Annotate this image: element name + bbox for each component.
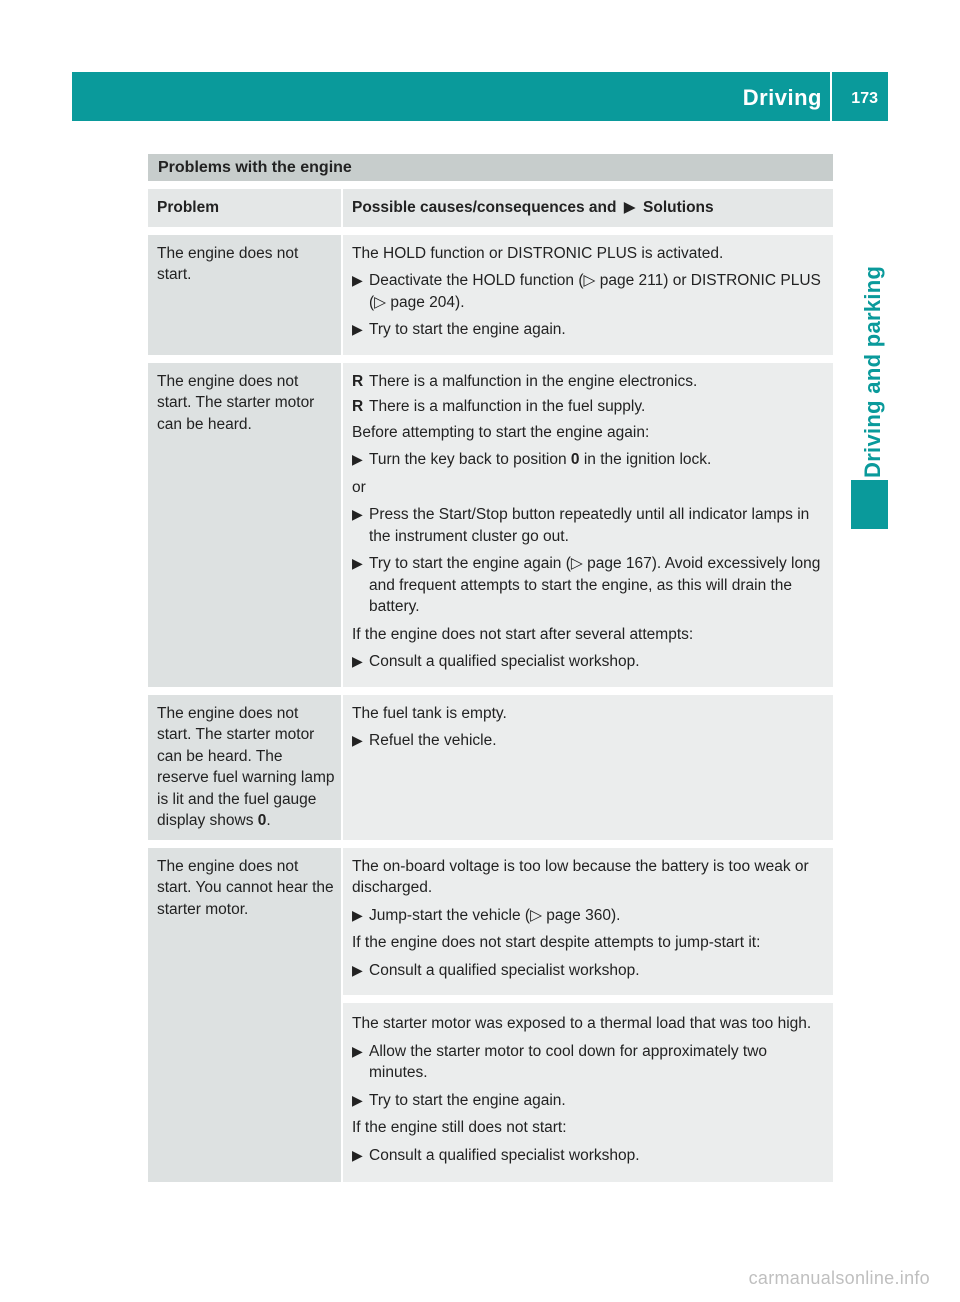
problem-cell: The engine does not start. You cannot hear the starter motor.: [148, 848, 341, 1183]
step-text: in the ignition lock.: [579, 451, 712, 468]
header-divider: [830, 72, 832, 121]
table-row: [148, 695, 833, 840]
side-tab-marker: [851, 480, 888, 529]
step-text: Consult a qualified specialist workshop.: [369, 1146, 640, 1164]
cause-item: [352, 396, 827, 418]
watermark: carmanualsonline.info: [748, 1268, 930, 1288]
table-row: [148, 363, 833, 687]
solution-cell: [343, 848, 833, 1183]
solution-cell: [343, 235, 833, 355]
header-solution-text-b: Solutions: [643, 199, 714, 216]
problem-cell: The engine does not start. The starter motor can be heard.: [148, 363, 341, 687]
step-item: [352, 905, 827, 927]
step-item: [352, 504, 827, 547]
solution-cell: [343, 695, 833, 840]
play-arrow-icon: ▶: [352, 272, 363, 288]
step-item: [352, 553, 827, 618]
problem-text: The engine does not start. The starter motor can be heard. The reserve fuel warning lamp is lit and the fuel gauge display shows: [157, 704, 335, 829]
table-header-row: [148, 189, 833, 227]
solution-block: [352, 856, 827, 992]
play-arrow-icon: ▶: [352, 906, 363, 923]
cause-text: The starter motor was exposed to a thermal load that was too high.: [352, 1015, 812, 1032]
problems-table: [148, 154, 833, 1182]
solution-cell: [343, 363, 833, 687]
step-text: Press the Start/Stop button repeatedly until all indicator lamps in the instrument cluster go out.: [369, 506, 810, 545]
cause-text: The fuel tank is empty.: [352, 704, 507, 722]
play-arrow-icon: ▶: [352, 506, 363, 522]
step-text: Try to start the engine again (▷ page 167). Avoid excessively long and frequent attempts to start the engine, as this will drain the battery.: [369, 555, 821, 615]
step-text: Consult a qualified specialist workshop.: [369, 961, 640, 979]
step-text: Consult a qualified specialist workshop.: [369, 653, 640, 670]
step-text: Try to start the engine again.: [369, 321, 566, 338]
play-arrow-icon: ▶: [352, 555, 363, 571]
step-item: [352, 319, 827, 341]
cause-item: [352, 371, 827, 393]
position-value: 0: [570, 451, 580, 468]
step-item: [352, 1145, 827, 1167]
step-item: [352, 960, 827, 982]
instruction-text: If the engine still does not start:: [352, 1119, 567, 1136]
instruction-text: If the engine does not start despite attempts to jump-start it:: [352, 934, 761, 951]
step-text: Allow the starter motor to cool down for approximately two minutes.: [369, 1042, 768, 1081]
instruction-text: Before attempting to start the engine again:: [352, 423, 650, 441]
step-text: Deactivate the HOLD function (▷ page 211) or DISTRONIC PLUS (▷ page 204).: [369, 272, 821, 311]
or-text: or: [352, 478, 366, 496]
step-text: Try to start the engine again.: [369, 1091, 566, 1109]
step-item: [352, 449, 827, 471]
step-text: Jump-start the vehicle (▷ page 360).: [369, 906, 621, 924]
cause-text: The HOLD function or DISTRONIC PLUS is activated.: [352, 244, 724, 262]
header-solution: [343, 189, 833, 227]
cause-text: There is a malfunction in the engine electronics.: [369, 372, 698, 390]
step-item: [352, 730, 827, 752]
play-arrow-icon: ▶: [352, 732, 363, 748]
step-item: [352, 651, 827, 673]
play-arrow-icon: ▶: [352, 1091, 363, 1108]
play-arrow-icon: ▶: [352, 321, 363, 337]
gauge-value: 0: [257, 812, 267, 829]
side-tab-label: Driving and parking: [860, 265, 885, 478]
cause-text: The on-board voltage is too low because the battery is too weak or discharged.: [352, 857, 809, 896]
cause-text: There is a malfunction in the fuel supply.: [369, 398, 646, 415]
play-arrow-icon: ▶: [352, 451, 363, 467]
r-bullet-icon: R: [352, 372, 364, 390]
step-item: [352, 1090, 827, 1112]
play-arrow-icon: ▶: [352, 653, 363, 669]
play-arrow-icon: ▶: [352, 1042, 363, 1059]
page-number: 173: [851, 90, 878, 107]
problem-text-end: .: [266, 812, 271, 829]
r-bullet-icon: R: [352, 398, 364, 415]
table-title: Problems with the engine: [148, 154, 833, 181]
table-row: [148, 848, 833, 1183]
header-solution-text: Possible causes/consequences and: [352, 199, 617, 216]
play-arrow-icon: ▶: [352, 1146, 363, 1163]
step-text: Turn the key back to position: [369, 451, 571, 468]
step-item: [352, 1041, 827, 1084]
step-item: [352, 270, 827, 313]
header-bar: [72, 72, 888, 121]
play-arrow-icon: ▶: [352, 961, 363, 978]
header-problem: Problem: [148, 189, 341, 227]
problem-cell: The engine does not start.: [148, 235, 341, 355]
table-row: [148, 235, 833, 355]
step-text: Refuel the vehicle.: [369, 732, 497, 749]
instruction-text: If the engine does not start after several attempts:: [352, 625, 694, 643]
header-title: Driving: [742, 85, 822, 110]
problem-cell: [148, 695, 341, 840]
solution-block: [343, 995, 833, 1176]
play-arrow-icon: ▶: [623, 199, 636, 216]
